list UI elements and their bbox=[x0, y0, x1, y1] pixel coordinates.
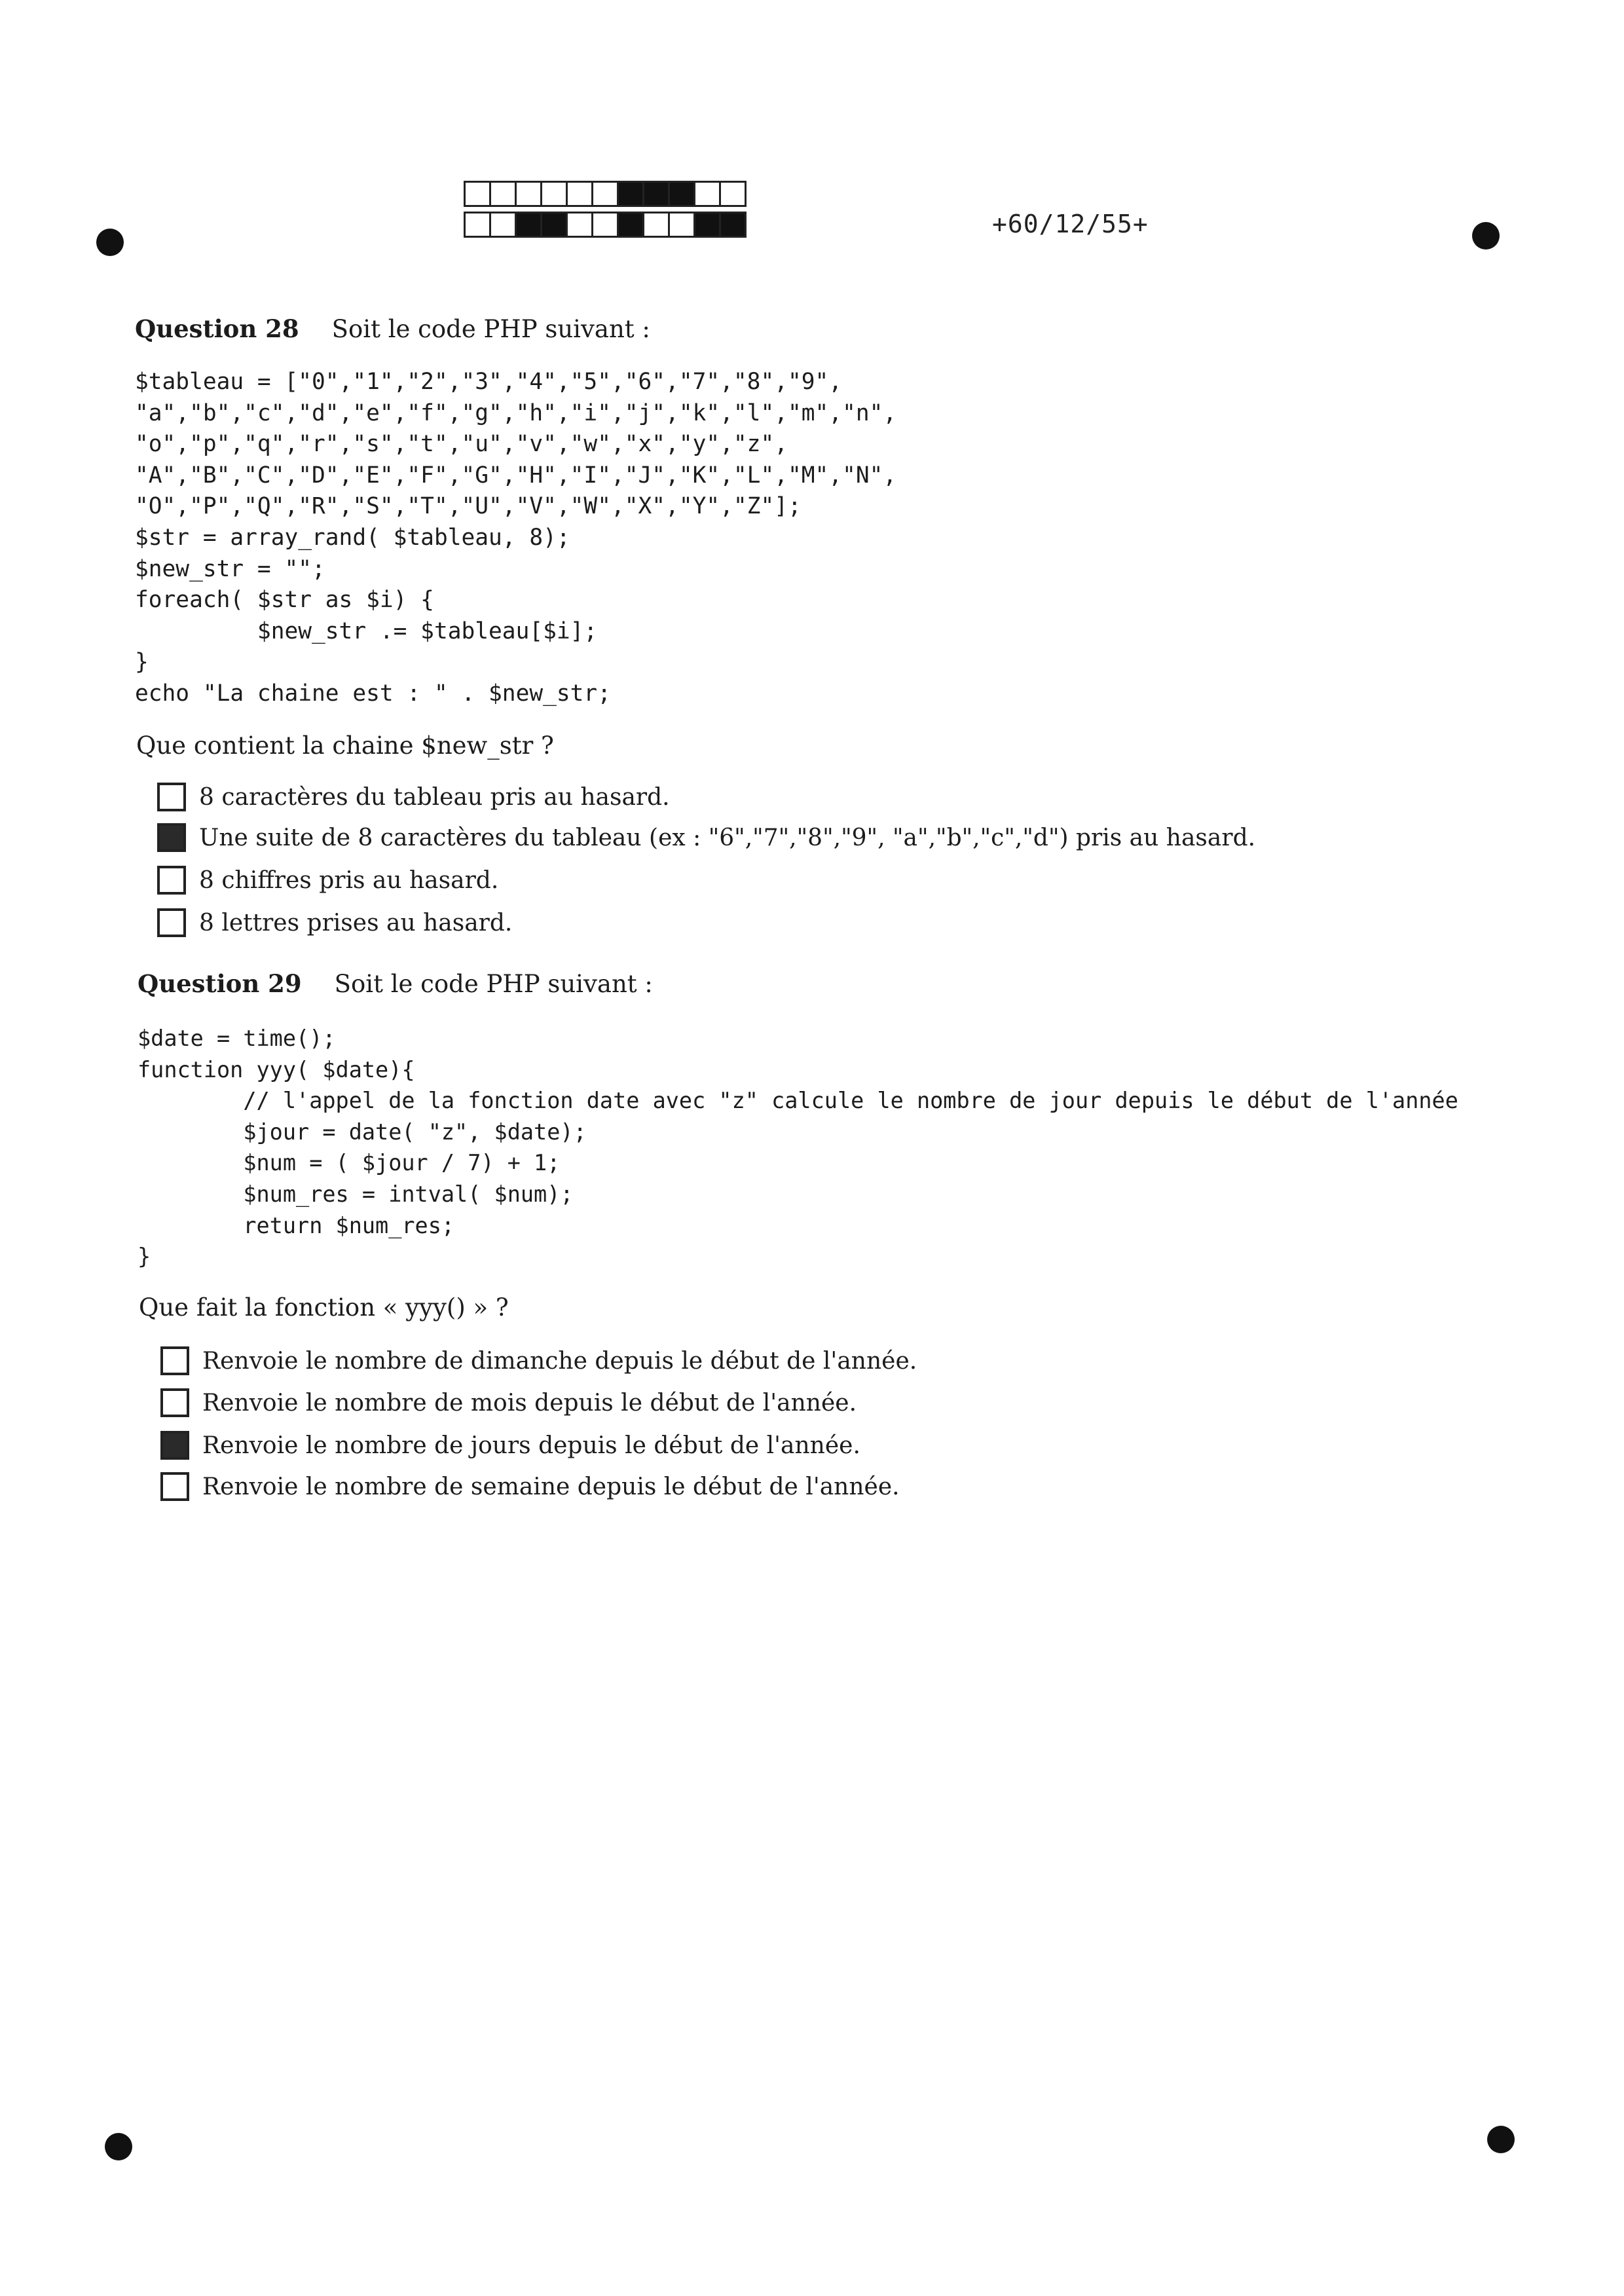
q29-choice-3[interactable] bbox=[160, 1431, 860, 1460]
question-label: Question 28 bbox=[135, 314, 299, 343]
barcode-cell bbox=[644, 183, 670, 205]
barcode-cell bbox=[542, 183, 568, 205]
barcode-cell bbox=[542, 213, 568, 236]
barcode-cell bbox=[466, 183, 491, 205]
barcode-cell bbox=[695, 213, 721, 236]
question-29-title bbox=[138, 969, 653, 998]
q28-choice-4[interactable] bbox=[157, 908, 512, 937]
choice-label: 8 chiffres pris au hasard. bbox=[199, 866, 499, 894]
barcode-cell bbox=[491, 213, 517, 236]
choice-label: 8 caractères du tableau pris au hasard. bbox=[199, 783, 670, 811]
checkbox[interactable] bbox=[157, 783, 186, 811]
registration-mark-bottom-right bbox=[1487, 2126, 1515, 2153]
q28-choice-1[interactable] bbox=[157, 783, 670, 811]
barcode-cell bbox=[695, 183, 721, 205]
barcode-cell bbox=[568, 213, 593, 236]
checkbox[interactable] bbox=[160, 1388, 189, 1417]
q28-choice-2[interactable] bbox=[157, 823, 1255, 852]
barcode-cell bbox=[670, 213, 695, 236]
checkbox[interactable] bbox=[160, 1472, 189, 1501]
choice-label: Renvoie le nombre de mois depuis le début de l'année. bbox=[202, 1389, 857, 1416]
barcode-cell bbox=[517, 213, 542, 236]
barcode-cell bbox=[593, 183, 619, 205]
barcode-cell bbox=[619, 183, 644, 205]
question-intro: Soit le code PHP suivant : bbox=[331, 315, 650, 343]
checkbox[interactable] bbox=[160, 1431, 189, 1460]
question-28-title bbox=[135, 314, 650, 343]
choice-label: Renvoie le nombre de dimanche depuis le début de l'année. bbox=[202, 1347, 917, 1375]
barcode-cell bbox=[721, 213, 745, 236]
checkbox[interactable] bbox=[157, 823, 186, 852]
barcode-cell bbox=[721, 183, 745, 205]
question-intro: Soit le code PHP suivant : bbox=[334, 970, 653, 998]
checkbox[interactable] bbox=[157, 866, 186, 895]
checkbox[interactable] bbox=[157, 908, 186, 937]
barcode-cell bbox=[517, 183, 542, 205]
registration-mark-top-right bbox=[1472, 222, 1500, 250]
barcode-cell bbox=[568, 183, 593, 205]
choice-label: Renvoie le nombre de semaine depuis le début de l'année. bbox=[202, 1473, 900, 1500]
question-29-prompt: Que fait la fonction « yyy() » ? bbox=[139, 1293, 509, 1322]
registration-mark-bottom-left bbox=[105, 2133, 132, 2160]
q29-choice-1[interactable] bbox=[160, 1346, 917, 1375]
page-identifier: +60/12/55+ bbox=[992, 210, 1149, 238]
q29-choice-4[interactable] bbox=[160, 1472, 900, 1501]
barcode-row-2 bbox=[464, 212, 747, 238]
barcode-cell bbox=[644, 213, 670, 236]
registration-mark-top-left bbox=[96, 229, 124, 256]
barcode-cell bbox=[466, 213, 491, 236]
question-29-code: $date = time(); function yyy( $date){ // l'appel de la fonction date avec "z" calcule le nombre de jour depuis le début de l'année $jour = date( "z", $date); $num = ( $jour / 7) + 1; $num_res = intval( $num); return $num_res; } bbox=[138, 1026, 1458, 1270]
barcode-cell bbox=[491, 183, 517, 205]
barcode-cell bbox=[670, 183, 695, 205]
choice-label: 8 lettres prises au hasard. bbox=[199, 909, 513, 936]
barcode-cell bbox=[619, 213, 644, 236]
choice-label: Une suite de 8 caractères du tableau (ex : "6","7","8","9", "a","b","c","d") pris au hasard. bbox=[199, 824, 1256, 851]
q29-choice-2[interactable] bbox=[160, 1388, 857, 1417]
barcode-cell bbox=[593, 213, 619, 236]
question-label: Question 29 bbox=[138, 969, 302, 998]
choice-label: Renvoie le nombre de jours depuis le début de l'année. bbox=[202, 1432, 860, 1459]
barcode-row-1 bbox=[464, 181, 747, 207]
checkbox[interactable] bbox=[160, 1346, 189, 1375]
question-28-prompt: Que contient la chaine $new_str ? bbox=[136, 731, 554, 760]
q28-choice-3[interactable] bbox=[157, 866, 498, 895]
question-28-code: $tableau = ["0","1","2","3","4","5","6","7","8","9", "a","b","c","d","e","f","g","h","i","j","k","l","m","n", "o","p","q","r","s","t","u","v","w","x","y","z", "A","B","C","D","E","F","G","H","I","J","K","L","M","N", "O","P","Q","R","S","T","U","V","W","X","Y","Z"]; $str = array_rand( $tableau, 8); $new_str = ""; foreach( $str as $i) { $new_str .= $tableau[$i]; } echo "La chaine est : " . $new_str; bbox=[135, 369, 897, 707]
